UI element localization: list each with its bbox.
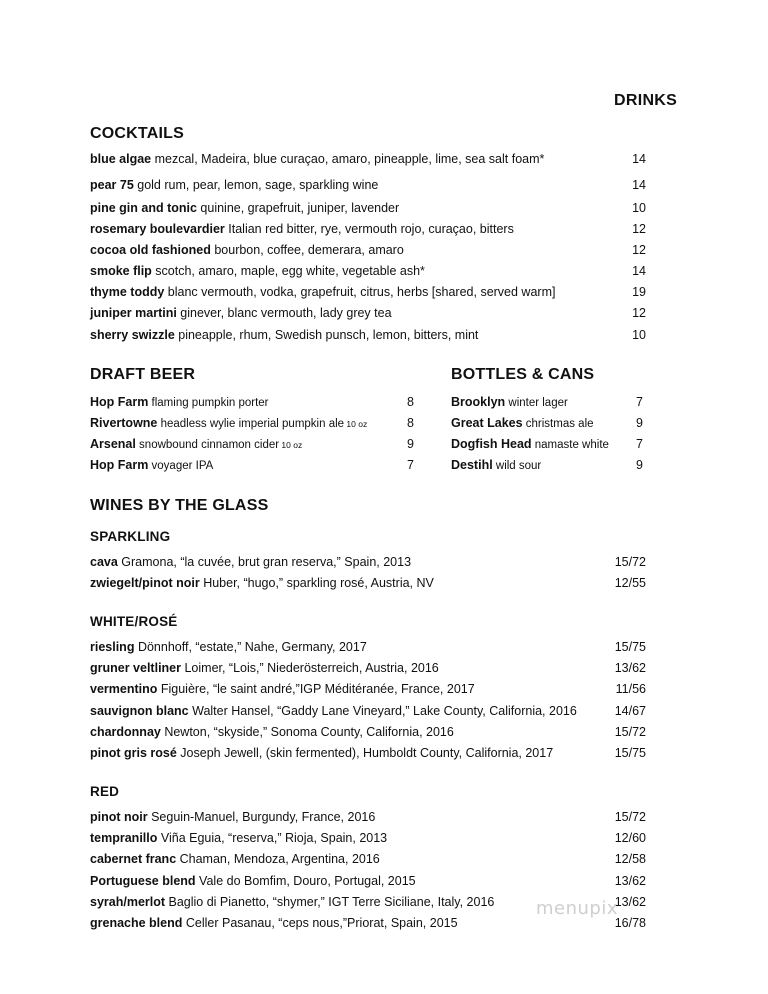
menu-item bbox=[90, 553, 646, 571]
item-description: pineapple, rhum, Swedish punsch, lemon, bitters, mint bbox=[174, 328, 479, 342]
menu-item bbox=[90, 414, 414, 432]
item-size: 10 oz bbox=[344, 419, 368, 429]
item-size: 10 oz bbox=[279, 440, 303, 450]
item-price: 16/78 bbox=[614, 916, 646, 930]
item-price: 19 bbox=[632, 285, 646, 299]
item-price: 7 bbox=[636, 395, 643, 409]
item-description: Figuière, “le saint andré,”IGP Méditéranée, France, 2017 bbox=[157, 682, 475, 696]
item-name: sauvignon blanc bbox=[90, 704, 189, 718]
item-price: 9 bbox=[636, 416, 643, 430]
item-name: Rivertowne bbox=[90, 416, 158, 430]
menu-item bbox=[90, 199, 646, 217]
item-description: namaste white bbox=[531, 439, 609, 451]
item-description: gold rum, pear, lemon, sage, sparkling wine bbox=[133, 178, 379, 192]
bottles-cans-heading: BOTTLES & CANS bbox=[451, 366, 595, 383]
menu-item bbox=[451, 414, 643, 432]
item-price: 9 bbox=[636, 458, 643, 472]
item-price: 14 bbox=[632, 152, 646, 166]
item-description: Loimer, “Lois,” Niederösterreich, Austria, 2016 bbox=[181, 661, 439, 675]
item-description: Seguin-Manuel, Burgundy, France, 2016 bbox=[147, 810, 376, 824]
menu-item bbox=[90, 702, 646, 720]
item-name: tempranillo bbox=[90, 831, 158, 845]
red-heading: RED bbox=[90, 784, 120, 799]
item-name: Great Lakes bbox=[451, 416, 523, 430]
item-name: pear 75 bbox=[90, 178, 134, 192]
item-price: 13/62 bbox=[614, 874, 646, 888]
item-name: blue algae bbox=[90, 152, 152, 166]
item-name: rosemary boulevardier bbox=[90, 222, 225, 236]
item-name: cava bbox=[90, 555, 118, 569]
item-price: 15/72 bbox=[614, 725, 646, 739]
item-description: Viña Eguia, “reserva,” Rioja, Spain, 2013 bbox=[157, 831, 388, 845]
item-name: juniper martini bbox=[90, 306, 177, 320]
item-description: Huber, “hugo,” sparkling rosé, Austria, NV bbox=[199, 576, 434, 590]
item-price: 8 bbox=[407, 395, 414, 409]
item-name: pine gin and tonic bbox=[90, 201, 197, 215]
menu-item bbox=[90, 680, 646, 698]
item-description: ginever, blanc vermouth, lady grey tea bbox=[176, 306, 392, 320]
menu-item bbox=[90, 283, 646, 301]
item-description: wild sour bbox=[492, 460, 542, 472]
menu-item bbox=[90, 176, 646, 194]
menu-item bbox=[90, 638, 646, 656]
menu-item bbox=[451, 435, 643, 453]
item-price: 15/75 bbox=[614, 640, 646, 654]
item-price: 12 bbox=[632, 222, 646, 236]
item-description: headless wylie imperial pumpkin ale bbox=[157, 418, 345, 430]
menu-item bbox=[90, 850, 646, 868]
item-name: Brooklyn bbox=[451, 395, 506, 409]
item-description: quinine, grapefruit, juniper, lavender bbox=[196, 201, 400, 215]
menu-item bbox=[451, 456, 643, 474]
sparkling-heading: SPARKLING bbox=[90, 529, 171, 544]
item-price: 15/72 bbox=[614, 810, 646, 824]
item-name: Dogfish Head bbox=[451, 437, 532, 451]
item-price: 15/75 bbox=[614, 746, 646, 760]
item-price: 8 bbox=[407, 416, 414, 430]
item-name: pinot gris rosé bbox=[90, 746, 177, 760]
item-description: snowbound cinnamon cider bbox=[135, 439, 280, 451]
item-price: 12/60 bbox=[614, 831, 646, 845]
item-description: Joseph Jewell, (skin fermented), Humboldt County, California, 2017 bbox=[176, 746, 554, 760]
item-name: grenache blend bbox=[90, 916, 183, 930]
item-price: 15/72 bbox=[614, 555, 646, 569]
item-description: flaming pumpkin porter bbox=[148, 397, 269, 409]
item-name: Arsenal bbox=[90, 437, 136, 451]
item-name: syrah/merlot bbox=[90, 895, 166, 909]
item-name: cabernet franc bbox=[90, 852, 177, 866]
item-name: riesling bbox=[90, 640, 135, 654]
cocktails-heading: COCKTAILS bbox=[90, 125, 184, 142]
menu-item bbox=[90, 326, 646, 344]
item-description: Vale do Bomfim, Douro, Portugal, 2015 bbox=[195, 874, 416, 888]
item-price: 12/58 bbox=[614, 852, 646, 866]
draft-beer-heading: DRAFT BEER bbox=[90, 366, 196, 383]
item-name: Portuguese blend bbox=[90, 874, 196, 888]
item-price: 12 bbox=[632, 243, 646, 257]
menu-item bbox=[90, 393, 414, 411]
item-price: 13/62 bbox=[614, 895, 646, 909]
menu-item bbox=[90, 435, 414, 453]
item-price: 9 bbox=[407, 437, 414, 451]
watermark-logo: menupix bbox=[536, 898, 619, 919]
menu-item bbox=[90, 829, 646, 847]
item-name: sherry swizzle bbox=[90, 328, 175, 342]
item-name: vermentino bbox=[90, 682, 158, 696]
menu-item bbox=[90, 150, 646, 168]
item-price: 13/62 bbox=[614, 661, 646, 675]
menu-item bbox=[90, 808, 646, 826]
item-name: gruner veltliner bbox=[90, 661, 181, 675]
item-name: zwiegelt/pinot noir bbox=[90, 576, 200, 590]
item-description: scotch, amaro, maple, egg white, vegetable ash* bbox=[151, 264, 425, 278]
item-price: 14/67 bbox=[614, 704, 646, 718]
item-price: 7 bbox=[636, 437, 643, 451]
item-price: 10 bbox=[632, 328, 646, 342]
item-name: smoke flip bbox=[90, 264, 152, 278]
page-title: DRINKS bbox=[614, 92, 678, 109]
item-description: Newton, “skyside,” Sonoma County, California, 2016 bbox=[160, 725, 454, 739]
menu-item bbox=[90, 872, 646, 890]
white-rose-heading: WHITE/ROSÉ bbox=[90, 614, 178, 629]
menu-item bbox=[451, 393, 643, 411]
menu-item bbox=[90, 262, 646, 280]
item-description: Dönnhoff, “estate,” Nahe, Germany, 2017 bbox=[134, 640, 367, 654]
item-price: 12/55 bbox=[614, 576, 646, 590]
item-price: 14 bbox=[632, 264, 646, 278]
item-name: cocoa old fashioned bbox=[90, 243, 211, 257]
item-price: 7 bbox=[407, 458, 414, 472]
item-description: Gramona, “la cuvée, brut gran reserva,” Spain, 2013 bbox=[117, 555, 412, 569]
item-name: Destihl bbox=[451, 458, 493, 472]
item-name: Hop Farm bbox=[90, 395, 149, 409]
menu-item bbox=[90, 220, 646, 238]
item-price: 11/56 bbox=[615, 682, 646, 696]
menu-item bbox=[90, 723, 646, 741]
item-description: Celler Pasanau, “ceps nous,”Priorat, Spain, 2015 bbox=[182, 916, 458, 930]
item-description: christmas ale bbox=[522, 418, 594, 430]
item-name: Hop Farm bbox=[90, 458, 149, 472]
menu-item bbox=[90, 241, 646, 259]
item-name: chardonnay bbox=[90, 725, 161, 739]
item-description: winter lager bbox=[505, 397, 568, 409]
item-description: mezcal, Madeira, blue curaçao, amaro, pineapple, lime, sea salt foam* bbox=[151, 152, 545, 166]
item-name: thyme toddy bbox=[90, 285, 165, 299]
item-description: Baglio di Pianetto, “shymer,” IGT Terre Siciliane, Italy, 2016 bbox=[165, 895, 495, 909]
item-price: 12 bbox=[632, 306, 646, 320]
menu-item bbox=[90, 659, 646, 677]
item-description: voyager IPA bbox=[148, 460, 214, 472]
item-description: blanc vermouth, vodka, grapefruit, citrus, herbs [shared, served warm] bbox=[164, 285, 556, 299]
item-name: pinot noir bbox=[90, 810, 148, 824]
menu-item bbox=[90, 744, 646, 762]
menu-item bbox=[90, 304, 646, 322]
item-description: Italian red bitter, rye, vermouth rojo, curaçao, bitters bbox=[224, 222, 514, 236]
item-price: 14 bbox=[632, 178, 646, 192]
item-description: Chaman, Mendoza, Argentina, 2016 bbox=[176, 852, 380, 866]
menu-item bbox=[90, 456, 414, 474]
wines-heading: WINES BY THE GLASS bbox=[90, 497, 269, 514]
item-description: Walter Hansel, “Gaddy Lane Vineyard,” Lake County, California, 2016 bbox=[188, 704, 577, 718]
item-price: 10 bbox=[632, 201, 646, 215]
menu-item bbox=[90, 574, 646, 592]
item-description: bourbon, coffee, demerara, amaro bbox=[210, 243, 404, 257]
